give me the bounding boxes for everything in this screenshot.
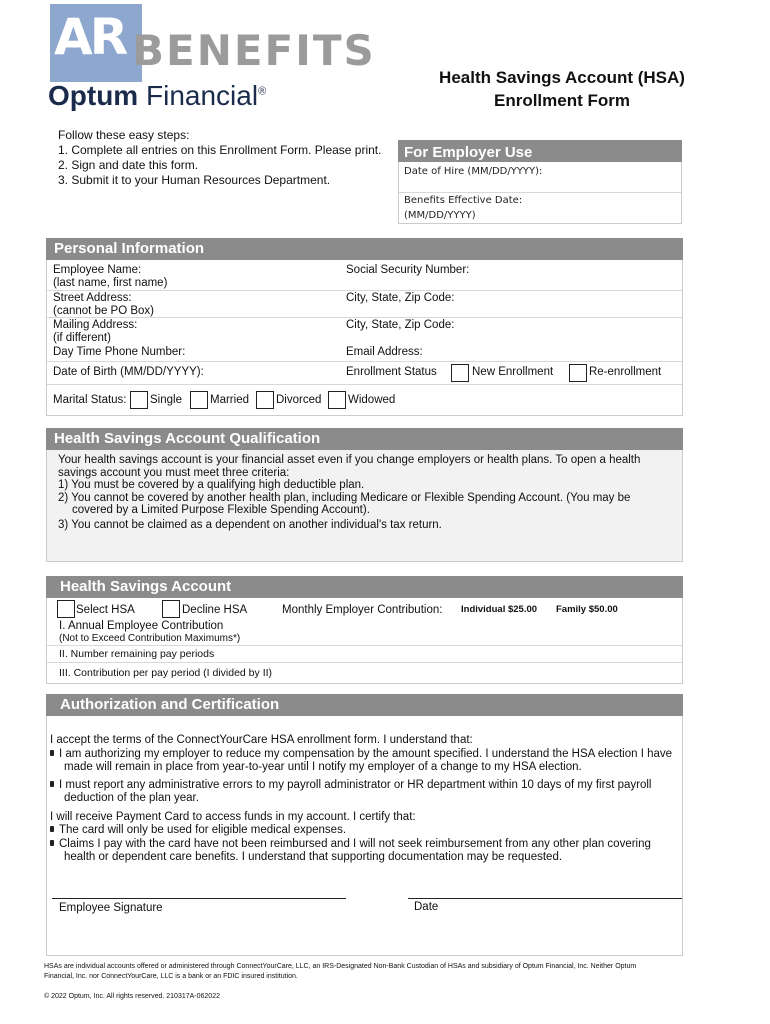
hsa-heading: Health Savings Account xyxy=(46,576,683,598)
instruction-step-1: 1. Complete all entries on this Enrollment Form. Please print. xyxy=(58,143,382,157)
mailing-city-state-zip-field[interactable]: City, State, Zip Code: xyxy=(346,319,455,331)
employee-name-field[interactable] xyxy=(53,264,167,290)
select-hsa-checkbox[interactable] xyxy=(57,600,75,618)
phone-number-field[interactable]: Day Time Phone Number: xyxy=(53,346,186,358)
bullet-1-line-1: I am authorizing my employer to reduce my compensation by the amount specified. I understand the HSA election I have xyxy=(59,747,673,760)
monthly-contribution-label: Monthly Employer Contribution: xyxy=(282,604,443,616)
criterion-2a: 2) You cannot be covered by another health plan, including Medicare or Flexible Spending Account. (You may be xyxy=(58,491,631,504)
new-enrollment-checkbox[interactable] xyxy=(451,364,469,382)
date-label: Date xyxy=(414,901,439,913)
divider xyxy=(47,384,682,385)
re-enrollment-checkbox[interactable] xyxy=(569,364,587,382)
financial-logo-word: Financial xyxy=(146,80,259,111)
married-label: Married xyxy=(210,394,249,406)
form-title xyxy=(400,66,724,112)
family-contribution: Family $50.00 xyxy=(556,604,618,615)
mailing-address-note: (if different) xyxy=(53,332,111,344)
annual-contribution-field[interactable]: I. Annual Employee Contribution xyxy=(59,620,224,632)
street-address-label: Street Address: xyxy=(53,292,132,304)
select-hsa-label: Select HSA xyxy=(76,604,135,616)
decline-hsa-label: Decline HSA xyxy=(182,604,248,616)
mailing-address-field[interactable] xyxy=(53,319,137,345)
date-of-hire-field[interactable]: Date of Hire (MM/DD/YYYY): xyxy=(404,166,543,177)
annual-contribution-note: (Not to Exceed Contribution Maximums*) xyxy=(59,633,241,644)
bullet-4-line-1: Claims I pay with the card have not been reimbursed and I will not seek reimbursement from any other plan covering xyxy=(59,837,651,850)
instruction-step-2: 2. Sign and date this form. xyxy=(58,158,199,172)
divider xyxy=(47,361,682,362)
ssn-field[interactable]: Social Security Number: xyxy=(346,264,470,276)
divider xyxy=(47,317,682,318)
divorced-checkbox[interactable] xyxy=(256,391,274,409)
enrollment-status-label: Enrollment Status xyxy=(346,366,437,378)
qualification-heading: Health Savings Account Qualification xyxy=(46,428,683,450)
signature-line[interactable] xyxy=(52,898,346,899)
divider xyxy=(47,290,682,291)
street-address-note: (cannot be PO Box) xyxy=(53,305,154,317)
title-line-2: Enrollment Form xyxy=(493,91,630,110)
criterion-3: 3) You cannot be claimed as a dependent on another individual's tax return. xyxy=(58,518,442,531)
benefits-effective-date-label: Benefits Effective Date: xyxy=(404,195,523,206)
divider xyxy=(47,645,682,646)
benefits-logo-text: BENEFITS xyxy=(132,26,376,75)
widowed-checkbox[interactable] xyxy=(328,391,346,409)
date-line[interactable] xyxy=(408,898,682,899)
authorization-bullet-3 xyxy=(50,824,680,838)
bullet-3-line-1: The card will only be used for eligible medical expenses. xyxy=(59,824,347,836)
employee-name-label: Employee Name: xyxy=(53,264,142,276)
bullet-icon xyxy=(50,840,54,846)
qualification-intro-1: Your health savings account is your financial asset even if you change employers or health plans. To open a health xyxy=(58,454,641,466)
criterion-2b: covered by a Limited Purpose Flexible Spending Account). xyxy=(72,504,370,516)
instructions xyxy=(58,128,381,188)
ar-logo-text: AR xyxy=(54,8,126,66)
pay-periods-field[interactable]: II. Number remaining pay periods xyxy=(59,648,215,660)
employee-name-note: (last name, first name) xyxy=(53,277,168,289)
authorization-p2: I will receive Payment Card to access funds in my account. I certify that: xyxy=(50,810,416,823)
copyright: © 2022 Optum, Inc. All rights reserved. 210317A-062022 xyxy=(44,993,220,1000)
optum-financial-logo xyxy=(48,82,266,110)
authorization-bullet-4 xyxy=(50,838,680,852)
title-line-1: Health Savings Account (HSA) xyxy=(439,68,685,87)
personal-information-heading: Personal Information xyxy=(46,238,683,260)
registered-mark: ® xyxy=(258,85,267,98)
instruction-step-3: 3. Submit it to your Human Resources Department. xyxy=(58,173,331,187)
new-enrollment-label: New Enrollment xyxy=(472,366,554,378)
bullet-icon xyxy=(50,750,54,756)
decline-hsa-checkbox[interactable] xyxy=(162,600,180,618)
criterion-1: 1) You must be covered by a qualifying high deductible plan. xyxy=(58,479,365,491)
disclaimer-line-1: HSAs are individual accounts offered or administered through ConnectYourCare, LLC, an IRS-Designated Non-Bank Custodian of HSAs and subsidiary of Optum Financial, Inc. Neither Optum xyxy=(44,963,637,970)
individual-contribution: Individual $25.00 xyxy=(461,604,538,615)
bullet-2-line-2: deduction of the plan year. xyxy=(64,792,199,804)
footer-disclaimer xyxy=(44,962,734,982)
qualification-text xyxy=(58,454,678,531)
bullet-icon xyxy=(50,781,54,787)
bullet-4-line-2: health or dependent care benefits. I understand that supporting documentation may be requested. xyxy=(64,851,563,863)
employer-use-heading: For Employer Use xyxy=(398,140,682,162)
bullet-2-line-1: I must report any administrative errors to my payroll administrator or HR department within 10 days of my first payroll xyxy=(59,778,652,791)
single-label: Single xyxy=(150,394,182,406)
date-of-birth-field[interactable]: Date of Birth (MM/DD/YYYY): xyxy=(53,366,204,378)
signature-label: Employee Signature xyxy=(59,902,163,914)
single-checkbox[interactable] xyxy=(130,391,148,409)
disclaimer-line-2: Financial, Inc. nor ConnectYourCare, LLC is a bank or an FDIC insured institution. xyxy=(44,973,298,980)
authorization-p1: I accept the terms of the ConnectYourCare HSA enrollment form. I understand that: xyxy=(50,734,473,746)
authorization-text xyxy=(50,734,680,865)
authorization-heading: Authorization and Certification xyxy=(46,694,683,716)
optum-logo-word: Optum xyxy=(48,80,139,111)
qualification-intro-2: savings account you must meet three criteria: xyxy=(58,466,290,479)
marital-status-label: Marital Status: xyxy=(53,394,127,406)
re-enrollment-label: Re-enrollment xyxy=(589,366,662,378)
authorization-bullet-1 xyxy=(50,748,680,762)
married-checkbox[interactable] xyxy=(190,391,208,409)
widowed-label: Widowed xyxy=(348,394,396,406)
street-address-field[interactable] xyxy=(53,292,154,318)
divider xyxy=(47,662,682,663)
mailing-address-label: Mailing Address: xyxy=(53,319,138,331)
benefits-effective-date-format: (MM/DD/YYYY) xyxy=(404,210,476,221)
divorced-label: Divorced xyxy=(276,394,322,406)
city-state-zip-field[interactable]: City, State, Zip Code: xyxy=(346,292,455,304)
instructions-intro: Follow these easy steps: xyxy=(58,128,190,142)
bullet-icon xyxy=(50,826,54,832)
bullet-1-line-2: made will remain in place from year-to-year until I notify my employer of a change to my HSA election. xyxy=(64,761,582,773)
email-address-field[interactable]: Email Address: xyxy=(346,346,423,358)
contribution-per-period-field[interactable]: III. Contribution per pay period (I divided by II) xyxy=(59,667,273,679)
authorization-bullet-2 xyxy=(50,779,680,793)
benefits-effective-date-field[interactable] xyxy=(404,193,522,223)
